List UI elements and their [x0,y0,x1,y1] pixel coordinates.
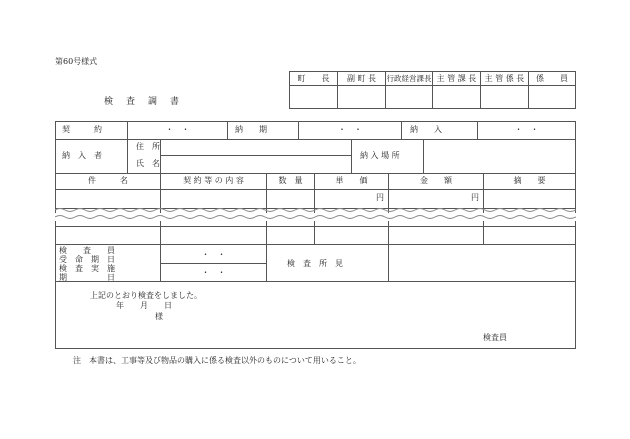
inspector-signature-label: 検査員 [483,333,507,342]
inspection-opinion-label: 検 査 所 見 [287,259,343,268]
address-label: 住 所 [136,142,160,151]
order-date-label: 受 命 期 日 [59,255,115,264]
col-quantity: 数 量 [278,176,303,185]
approval-header-mayor: 町 長 [297,74,330,83]
form-number: 第60号様式 [55,57,98,66]
supplier-label: 納 入 者 [62,151,102,160]
delivery-label: 納 入 [410,125,442,134]
inspection-exec-label: 検 査 実 施 [59,264,115,273]
addressee-suffix: 様 [155,312,163,321]
statement-date: 年 月 日 [116,301,172,310]
contract-label: 契 約 [62,125,102,134]
col-remarks: 摘 要 [513,176,546,185]
table-break-bottom [55,214,576,220]
delivery-date: ・ ・ [514,125,539,134]
approval-header-staff: 係 員 [536,74,568,83]
col-amount: 金 額 [420,176,452,185]
approval-header-admin-chief: 行政経営課長 [386,74,432,83]
inspector-label: 検 査 員 [59,246,115,255]
col-contract-content: 契 約 等 の 内 容 [183,176,244,185]
inspection-date: ・ ・ [201,268,226,277]
document-title: 検 査 調 書 [104,97,182,107]
approval-header-unit-chief: 主 管 係 長 [484,74,525,83]
due-label: 納 期 [235,125,267,134]
approval-header-deputy-mayor: 副 町 長 [346,74,377,83]
table-break-top [55,207,576,213]
statement-text: 上記のとおり検査をしました。 [90,291,202,300]
col-item-name: 件 名 [88,176,128,185]
delivery-place-label: 納 入 場 所 [360,151,400,160]
amount-yen: 円 [471,193,479,202]
contract-date: ・ ・ [165,125,190,134]
approval-header-section-chief: 主 管 課 長 [436,74,477,83]
order-date: ・ ・ [201,250,226,259]
col-unit-price: 単 価 [335,176,368,185]
inspection-date-label: 期 日 [59,273,115,282]
footnote: 注 本書は、工事等及び物品の購入に係る検査以外のものについて用いること。 [73,356,361,365]
unit-price-yen: 円 [376,193,384,202]
name-label: 氏 名 [136,159,160,168]
due-date: ・ ・ [338,125,362,134]
